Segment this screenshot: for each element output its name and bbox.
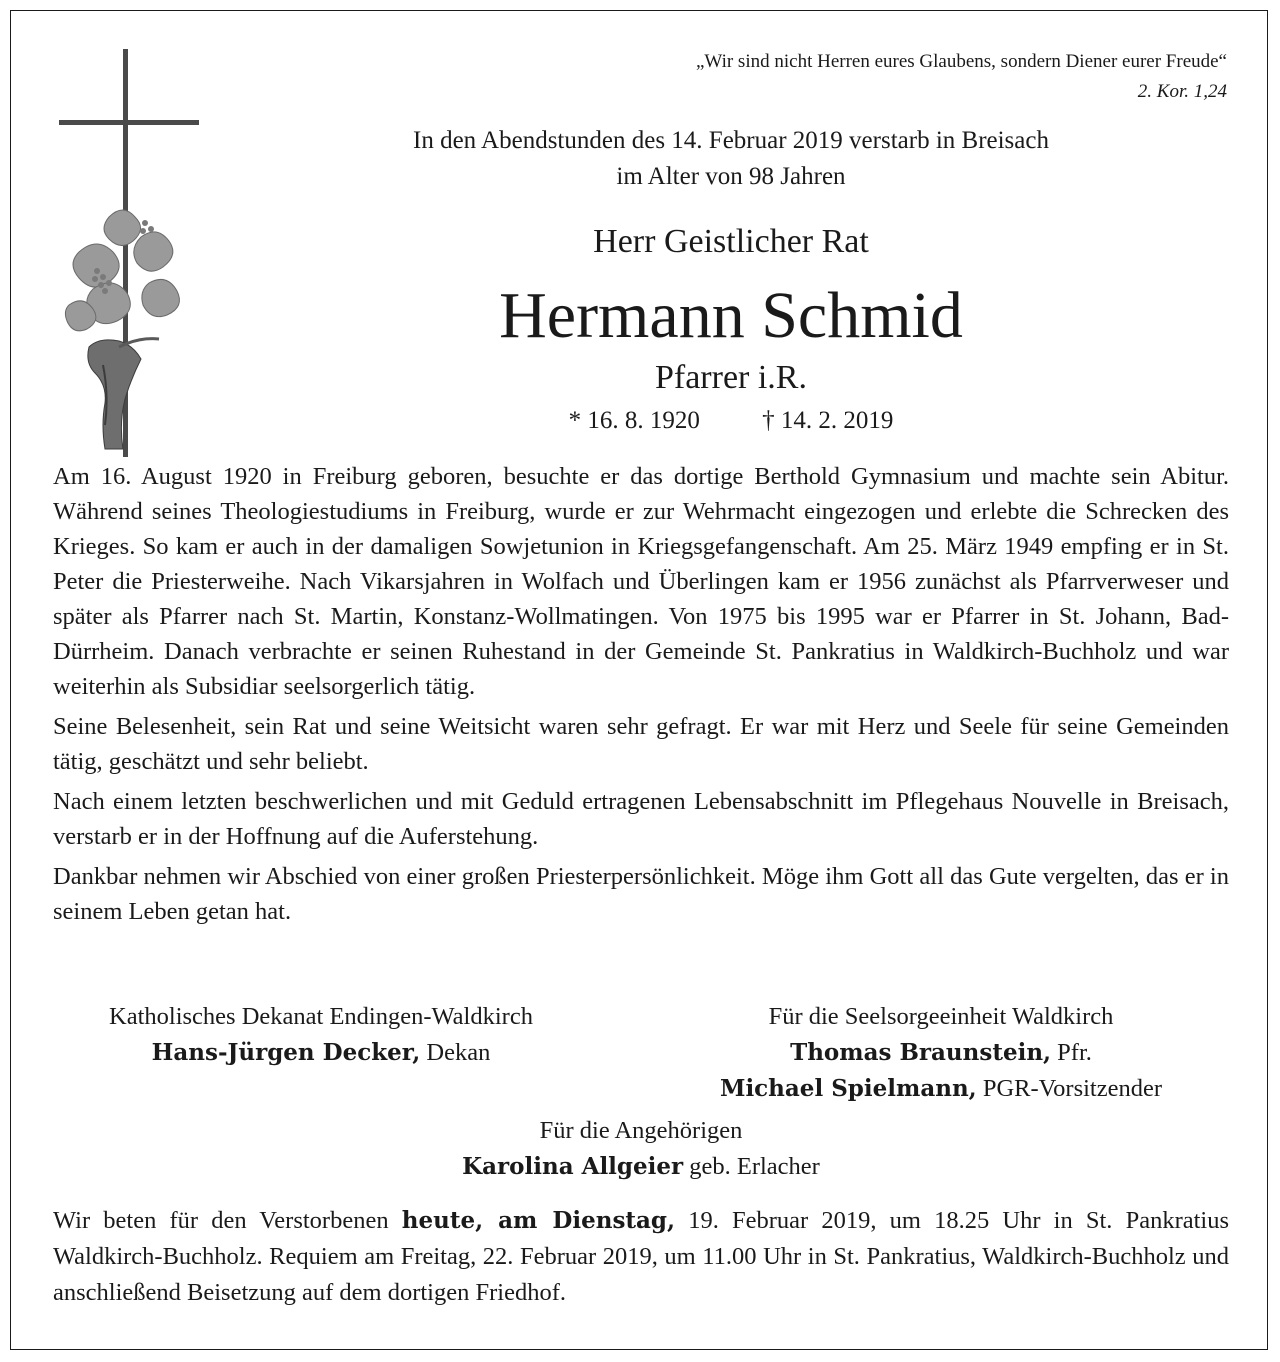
biography-paragraph-4: Dankbar nehmen wir Abschied von einer großen Priesterpersönlichkeit. Möge ihm Gott all das Gute vergelten, das er in seinem Leben getan hat.	[53, 863, 1229, 925]
signature-person: Karolina Allgeier	[462, 1153, 684, 1180]
signature-org: Für die Angehörigen	[539, 1117, 743, 1144]
signature-parish	[661, 999, 1221, 1107]
signature-suffix: geb. Erlacher	[689, 1153, 820, 1180]
signature-title: PGR-Vorsitzender	[982, 1075, 1163, 1102]
quote-text: „Wir sind nicht Herren eures Glaubens, sondern Diener eurer Freude“	[695, 51, 1227, 72]
signature-person: Hans-Jürgen Decker,	[151, 1039, 421, 1066]
birth-date: * 16. 8. 1920	[568, 407, 700, 434]
service-text-1: Wir beten für den Verstorbenen	[53, 1207, 389, 1234]
signature-person: Michael Spielmann,	[719, 1075, 977, 1102]
death-date: † 14. 2. 2019	[762, 407, 894, 434]
honorific: Herr Geistlicher Rat	[593, 223, 869, 260]
signature-person: Thomas Braunstein,	[790, 1039, 1052, 1066]
biography	[53, 459, 1229, 934]
deceased-role: Pfarrer i.R.	[654, 359, 807, 396]
service-text-2: 19. Februar 2019, um 18.25 Uhr in St. Pankratius Waldkirch-Buchholz. Requiem am Freitag, 22. Februar 2019, um 11.00 Uhr in St. Pankratius, Waldkirch-Buchholz und anschließend Beisetzung auf dem dortigen Friedhof.	[53, 1207, 1230, 1306]
life-dates	[271, 403, 1191, 439]
biography-paragraph-3: Nach einem letzten beschwerlichen und mit Geduld ertragenen Lebensabschnitt im Pflegehaus Nouvelle in Breisach, verstarb er in der Hoffnung auf die Auferstehung.	[53, 788, 1229, 850]
signature-family	[351, 1113, 931, 1185]
intro-line-1: In den Abendstunden des 14. Februar 2019 verstarb in Breisach	[413, 127, 1049, 154]
intro-line-2: im Alter von 98 Jahren	[616, 163, 846, 190]
obituary-notice	[10, 10, 1268, 1350]
signature-title: Pfr.	[1057, 1039, 1092, 1066]
intro-text	[271, 123, 1191, 195]
cross-with-vine-icon	[49, 47, 209, 459]
biography-paragraph-2: Seine Belesenheit, sein Rat und seine Weitsicht waren sehr gefragt. Er war mit Herz und Seele für seine Gemeinden tätig, geschätzt und sehr beliebt.	[53, 713, 1229, 775]
deceased-name: Hermann Schmid	[499, 279, 963, 352]
signature-org: Katholisches Dekanat Endingen-Waldkirch	[109, 1003, 533, 1030]
bible-quote	[427, 47, 1227, 107]
biography-paragraph-1: Am 16. August 1920 in Freiburg geboren, besuchte er das dortige Berthold Gymnasium und machte sein Abitur. Während seines Theologiestudiums in Freiburg, wurde er zur Wehrmacht eingezogen und erlebte die Schrecken des Krieges. So kam er auch in der damaligen Sowjetunion in Kriegsgefangenschaft. Am 25. März 1949 empfing er in St. Peter die Priesterweihe. Nach Vikarsjahren in Wolfach und Überlingen kam er 1956 zunächst als Pfarrverweser und später als Pfarrer nach St. Martin, Konstanz-Wollmatingen. Von 1975 bis 1995 war er Pfarrer in St. Johann, Bad-Dürrheim. Danach verbrachte er seinen Ruhestand in der Gemeinde St. Pankratius in Waldkirch-Buchholz und war weiterhin als Subsidiar seelsorgerlich tätig.	[53, 463, 1229, 700]
signature-title: Dekan	[426, 1039, 491, 1066]
signature-org: Für die Seelsorgeeinheit Waldkirch	[768, 1003, 1114, 1030]
service-announcement	[53, 1203, 1229, 1311]
quote-reference: 2. Kor. 1,24	[1137, 81, 1227, 102]
service-highlight: heute, am Dienstag,	[401, 1207, 676, 1234]
signature-deanery	[51, 999, 591, 1071]
